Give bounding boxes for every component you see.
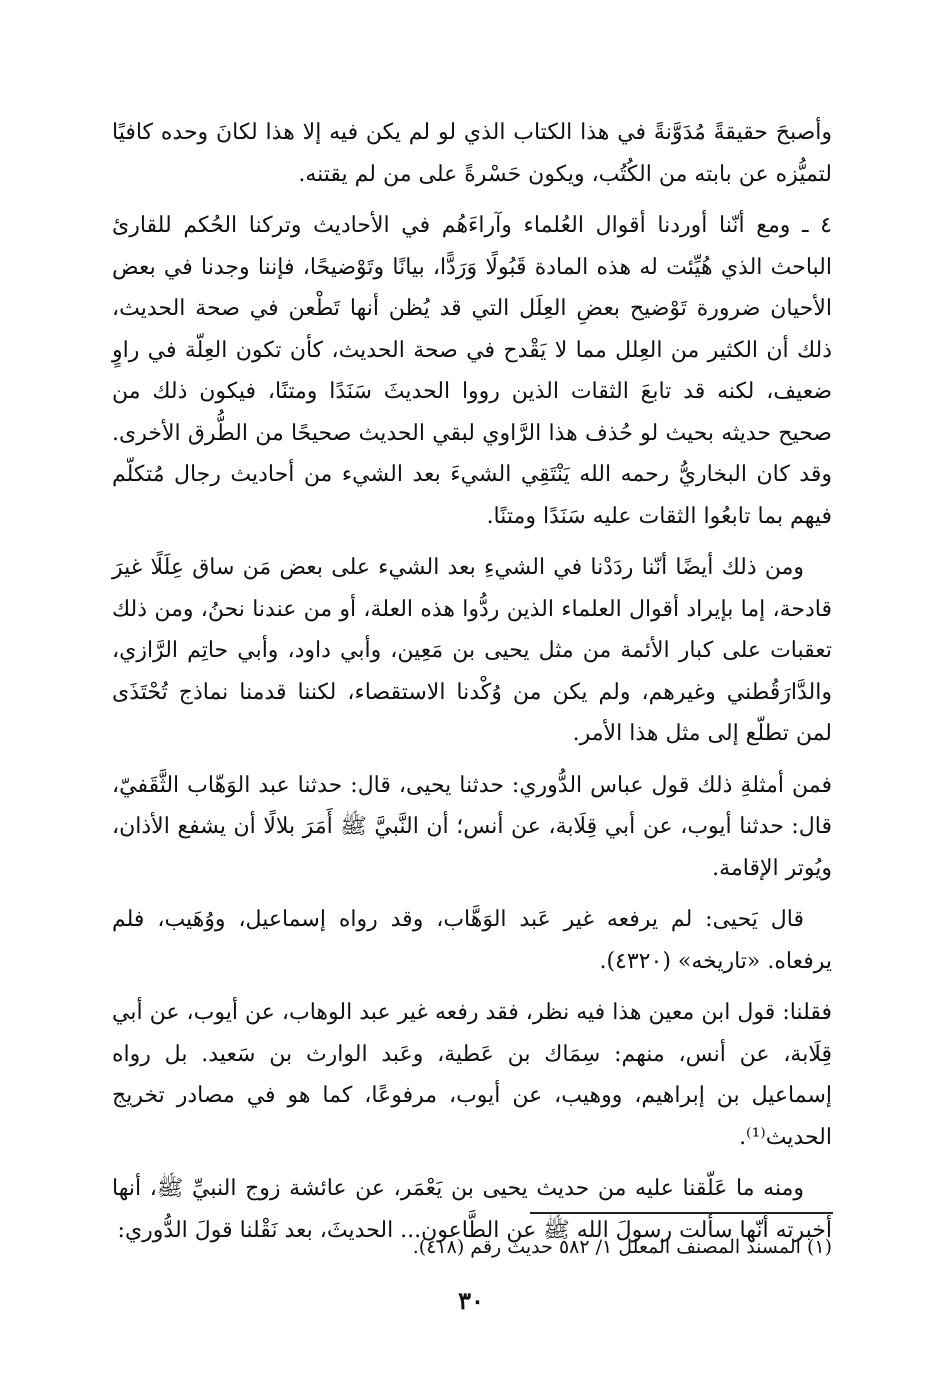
paragraph-yahya-ibn-yamar: ومنه ما عَلّقنا عليه من حديث يحيى بن يَعْمَر، عن عائشة زوج النبيِّ ﷺ، أنها أخبرته أنّها سألت رسولَ الله ﷺ عن الطَّاعون... الحديثَ، بعد نَقْلنا قولَ الدُّوري: <box>112 1176 832 1243</box>
footnote: (١) المسند المصنف المعلل ١/ ٥٨٢ حديث رقم (٤١٨). <box>412 1236 832 1258</box>
footnote-divider <box>530 1212 833 1214</box>
paragraph-rebuttals: ومن ذلك أيضًا أنّنا ردَدْنا في الشيءِ بعد الشيء على بعض مَن ساق عِلَلًا غيرَ قادحة، إما بإيراد أقوال العلماء الذين ردُّوا هذه العلة، أو من عندنا نحنُ، ومن ذلك تعقبات على كبار الأئمة من مثل يحيى بن مَعِين، وأبي داود، وأبي حاتِم الرَّازي، والدَّارَقُطني وغيرهم، ولم يكن من وُكْدنا الاستقصاء، لكننا قدمنا نماذج تُحْتَذَى لمن تطلّع إلى مثل هذا الأمر. <box>112 555 832 746</box>
paragraph-point-4: ٤ ـ ومع أنّنا أوردنا أقوال العُلماء وآراءَهُم في الأحاديث وتركنا الحُكم للقارئ الباحث الذي هُيِّئت له هذه المادة قَبُولًا وَرَدًّا، بيانًا وتَوْضيحًا، فإننا وجدنا في بعض الأحيان ضرورة تَوْضيح بعضِ العِلَل التي قد يُظن أنها تَطْعن في صحة الحديث، ذلك أن الكثير من العِلل مما لا يَقْدح في صحة الحديث، كأن تكون العِلّة في راوٍ ضعيف، لكنه قد تابعَ الثقات الذين رووا الحديثَ سَنَدًا ومتنًا، فيكون ذلك من صحيح حديثه بحيث لو حُذف هذا الرَّاوي لبقي الحديث صحيحًا من الطُّرق الأخرى. وقد كان البخاريُّ رحمه الله يَنْتَقِي الشيءَ بعد الشيء من أحاديث رجال مُتكلّم فيهم بما تابعُوا الثقات عليه سَنَدًا ومتنًا. <box>112 213 832 529</box>
paragraph-our-response: فقلنا: قول ابن معين هذا فيه نظر، فقد رفعه غير عبد الوهاب، عن أيوب، عن أبي قِلَابة، عن أنس، منهم: سِمَاك بن عَطية، وعَبد الوارث بن سَعيد. بل رواه إسماعيل بن إبراهيم، ووهيب، عن أيوب، مرفوعًا، كما هو في مصادر تخريج الحديث⁽¹⁾. <box>112 1000 832 1150</box>
page-number: ٣٠ <box>458 1286 484 1315</box>
paragraph-continuation: وأصبحَ حقيقةً مُدَوَّنةً في هذا الكتاب الذي لو لم يكن فيه إلا هذا لكانَ وحده كافيًا لتميُّزه عن بابته من الكُتُب، ويكون حَسْرةً على من لم يقتنه. <box>112 120 832 187</box>
paragraph-example-duri: فمن أمثلةِ ذلك قول عباس الدُّوري: حدثنا يحيى، قال: حدثنا عبد الوَهّاب الثَّقَفيّ، قال: حدثنا أيوب، عن أبي قِلَابة، عن أنس؛ أن النَّبيَّ ﷺ أَمَرَ بلالًا أن يشفع الأذان، ويُوتر الإقامة. <box>112 772 832 881</box>
main-text <box>112 112 832 1261</box>
paragraph-yahya-quote: قال يَحيى: لم يرفعه غير عَبد الوَهَّاب، وقد رواه إسماعيل، ووُهَيب، فلم يرفعاه. «تاريخه» (٤٣٢٠). <box>112 907 832 974</box>
